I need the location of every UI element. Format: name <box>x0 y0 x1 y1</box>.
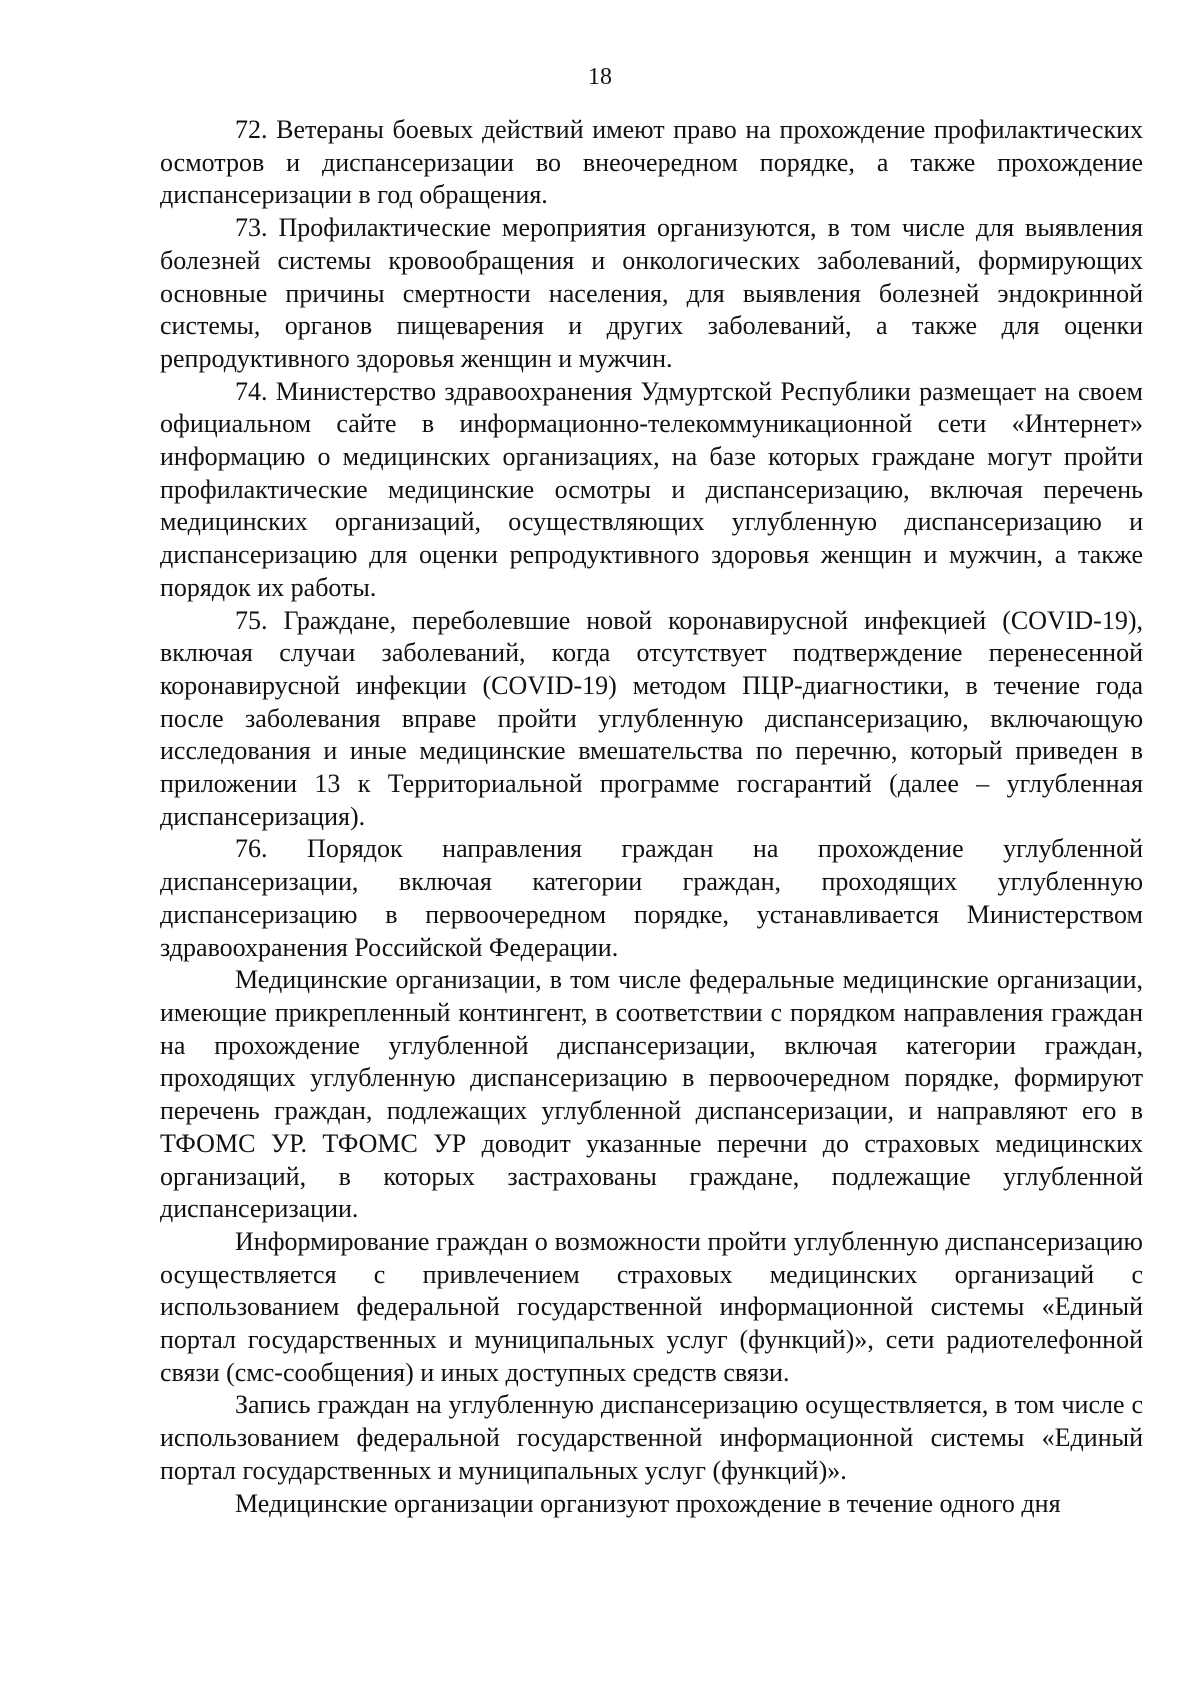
document-body <box>160 114 1143 1520</box>
page-number: 18 <box>588 64 612 90</box>
paragraph-72: 72. Ветераны боевых действий имеют право на прохождение профилактических осмотров и диспансеризации во внеочередном порядке, а также прохождение диспансеризации в год обращения. <box>160 115 1143 210</box>
paragraph-76: 76. Порядок направления граждан на прохождение углубленной диспансеризации, включая категории граждан, проходящих углубленную диспансеризацию в первоочередном порядке, устанавливается Министерством здравоохранения Российской Федерации. <box>160 834 1143 962</box>
paragraph-73: 73. Профилактические мероприятия организуются, в том числе для выявления болезней системы кровообращения и онкологических заболеваний, формирующих основные причины смертности населения, для выявления болезней эндокринной системы, органов пищеварения и других заболеваний, а также для оценки репродуктивного здоровья женщин и мужчин. <box>160 213 1143 373</box>
paragraph-medical-organizations: Медицинские организации, в том числе федеральные медицинские организации, имеющие прикрепленный контингент, в соответствии с порядком направления граждан на прохождение углубленной диспансеризации, включая категории граждан, проходящих углубленную диспансеризацию в первоочередном порядке, формируют перечень граждан, подлежащих углубленной диспансеризации, и направляют его в ТФОМС УР. ТФОМС УР доводит указанные перечни до страховых медицинских организаций, в которых застрахованы граждане, подлежащие углубленной диспансеризации. <box>160 965 1143 1224</box>
paragraph-registration: Запись граждан на углубленную диспансеризацию осуществляется, в том числе с использованием федеральной государственной информационной системы «Единый портал государственных и муниципальных услуг (функций)». <box>160 1390 1143 1485</box>
paragraph-75: 75. Граждане, переболевшие новой коронавирусной инфекцией (COVID-19), включая случаи заболеваний, когда отсутствует подтверждение перенесенной коронавирусной инфекции (COVID-19) методом ПЦР-диагностики, в течение года после заболевания вправе пройти углубленную диспансеризацию, включающую исследования и иные медицинские вмешательства по перечню, который приведен в приложении 13 к Территориальной программе госгарантий (далее – углубленная диспансеризация). <box>160 605 1143 831</box>
paragraph-informing: Информирование граждан о возможности пройти углубленную диспансеризацию осуществляется с привлечением страховых медицинских организаций с использованием федеральной государственной информационной системы «Единый портал государственных и муниципальных услуг (функций)», сети радиотелефонной связи (смс-сообщения) и иных доступных средств связи. <box>160 1226 1143 1387</box>
paragraph-one-day: Медицинские организации организуют прохождение в течение одного дня <box>235 1488 1061 1518</box>
paragraph-74: 74. Министерство здравоохранения Удмуртской Республики размещает на своем официальном сайте в информационно-телекоммуникационной сети «Интернет» информацию о медицинских организациях, на базе которых граждане могут пройти профилактические медицинские осмотры и диспансеризацию, включая перечень медицинских организаций, осуществляющих углубленную диспансеризацию и диспансеризацию для оценки репродуктивного здоровья женщин и мужчин, а также порядок их работы. <box>160 376 1143 602</box>
